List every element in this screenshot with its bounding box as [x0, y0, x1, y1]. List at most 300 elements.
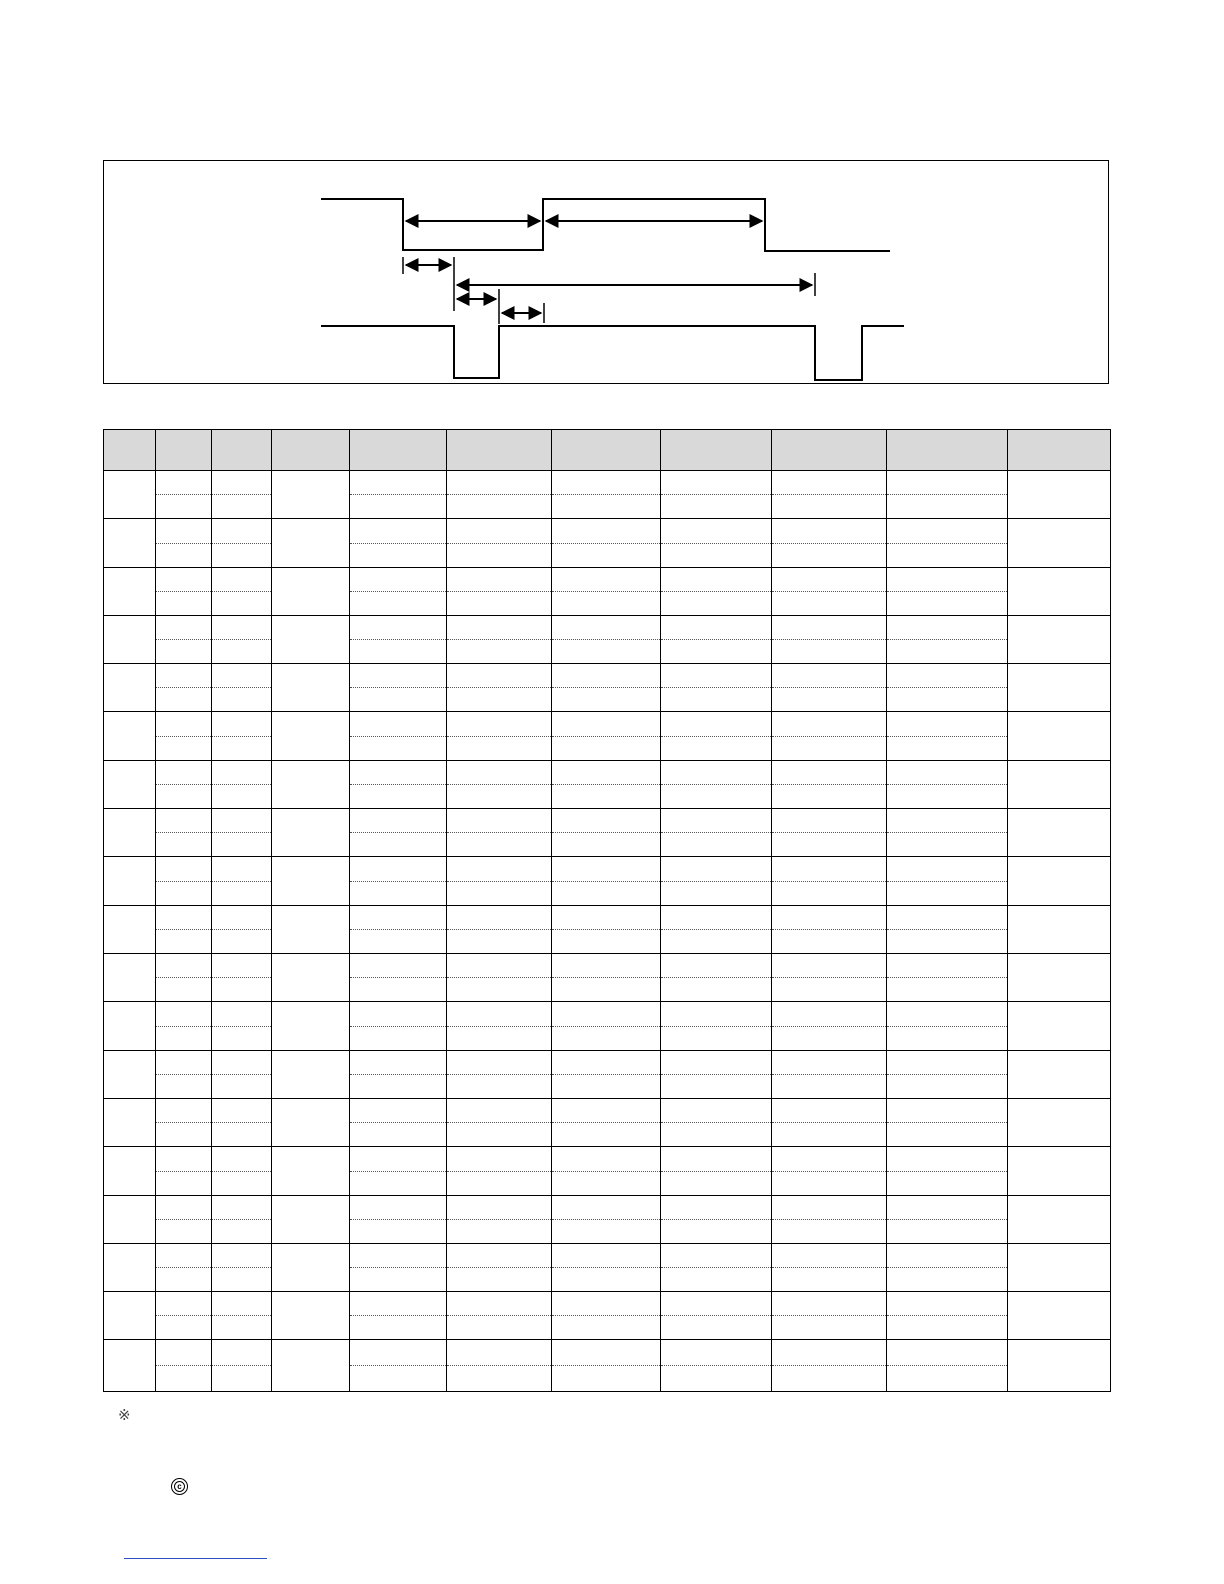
table-cell	[447, 568, 552, 592]
table-cell	[156, 495, 212, 519]
table-cell	[447, 688, 552, 712]
table-cell	[887, 930, 1008, 954]
table-cell	[212, 495, 272, 519]
table-cell	[447, 712, 552, 737]
table-cell	[887, 737, 1008, 761]
table-row	[104, 930, 1111, 954]
table-cell	[447, 1220, 552, 1244]
table-cell	[350, 568, 447, 592]
table-cell	[552, 1172, 661, 1196]
table-cell	[104, 519, 156, 568]
table-cell	[156, 1075, 212, 1099]
table-cell	[156, 833, 212, 857]
table-cell	[350, 1366, 447, 1392]
table-cell	[156, 761, 212, 785]
table-cell	[552, 1002, 661, 1027]
table-cell	[661, 1099, 772, 1123]
header-cell	[350, 430, 447, 471]
table-cell	[447, 737, 552, 761]
table-row	[104, 1340, 1111, 1366]
table-cell	[447, 1340, 552, 1366]
table-cell	[772, 664, 887, 688]
table-cell	[772, 906, 887, 930]
table-cell	[887, 1002, 1008, 1027]
table-cell	[212, 1147, 272, 1172]
table-cell	[156, 1051, 212, 1075]
header-cell	[1008, 430, 1111, 471]
table-cell	[212, 737, 272, 761]
table-cell	[212, 954, 272, 978]
table-cell	[661, 1147, 772, 1172]
table-cell	[772, 1292, 887, 1316]
table-cell	[552, 882, 661, 906]
table-row	[104, 1147, 1111, 1172]
table-row	[104, 544, 1111, 568]
table-cell	[350, 1172, 447, 1196]
table-cell	[272, 664, 350, 712]
table-cell	[104, 1196, 156, 1244]
table-cell	[156, 857, 212, 882]
table-cell	[156, 1099, 212, 1123]
table-cell	[447, 1051, 552, 1075]
table-cell	[350, 857, 447, 882]
table-cell	[552, 906, 661, 930]
table-cell	[552, 930, 661, 954]
footer-link[interactable]	[124, 1558, 267, 1559]
table-cell	[772, 1196, 887, 1220]
table-cell	[772, 761, 887, 785]
table-row	[104, 761, 1111, 785]
table-cell	[447, 1027, 552, 1051]
table-cell	[156, 640, 212, 664]
table-cell	[272, 1147, 350, 1196]
table-row	[104, 1172, 1111, 1196]
table-row	[104, 1316, 1111, 1340]
table-cell	[552, 592, 661, 616]
table-cell	[212, 1027, 272, 1051]
table-cell	[887, 471, 1008, 495]
table-cell	[887, 1196, 1008, 1220]
table-cell	[104, 1244, 156, 1292]
table-row	[104, 954, 1111, 978]
table-cell	[661, 1002, 772, 1027]
table-cell	[887, 978, 1008, 1002]
table-cell	[212, 568, 272, 592]
table-cell	[772, 1099, 887, 1123]
table-cell	[350, 664, 447, 688]
table-cell	[104, 712, 156, 761]
table-cell	[1008, 1147, 1111, 1196]
table-cell	[887, 1220, 1008, 1244]
table-cell	[1008, 761, 1111, 809]
table-cell	[772, 930, 887, 954]
table-cell	[272, 1292, 350, 1340]
table-cell	[350, 1051, 447, 1075]
table-cell	[104, 1051, 156, 1099]
table-cell	[1008, 1002, 1111, 1051]
table-row	[104, 1027, 1111, 1051]
table-cell	[661, 1027, 772, 1051]
table-cell	[447, 954, 552, 978]
table-cell	[887, 1292, 1008, 1316]
table-cell	[447, 495, 552, 519]
table-cell	[156, 1027, 212, 1051]
table-cell	[212, 785, 272, 809]
table-cell	[552, 1366, 661, 1392]
table-row	[104, 1123, 1111, 1147]
table-cell	[447, 833, 552, 857]
table-cell	[350, 737, 447, 761]
table-cell	[104, 809, 156, 857]
table-cell	[552, 1316, 661, 1340]
table-cell	[661, 1075, 772, 1099]
table-cell	[156, 1172, 212, 1196]
table-cell	[772, 1172, 887, 1196]
table-cell	[156, 712, 212, 737]
table-cell	[350, 471, 447, 495]
table-cell	[350, 1268, 447, 1292]
table-cell	[156, 544, 212, 568]
table-row	[104, 568, 1111, 592]
table-cell	[552, 1075, 661, 1099]
table-cell	[350, 712, 447, 737]
table-cell	[661, 1292, 772, 1316]
table-cell	[156, 568, 212, 592]
table-cell	[212, 857, 272, 882]
table-cell	[661, 1220, 772, 1244]
table-cell	[350, 688, 447, 712]
table-header-row	[104, 430, 1111, 471]
table-cell	[772, 640, 887, 664]
table-cell	[772, 688, 887, 712]
table-cell	[661, 592, 772, 616]
table-cell	[212, 1316, 272, 1340]
table-cell	[156, 1366, 212, 1392]
table-cell	[212, 1075, 272, 1099]
table-row	[104, 471, 1111, 495]
table-cell	[772, 1316, 887, 1340]
table-cell	[772, 1268, 887, 1292]
table-cell	[772, 568, 887, 592]
table-cell	[772, 1244, 887, 1268]
table-cell	[156, 1316, 212, 1340]
table-cell	[887, 1027, 1008, 1051]
table-cell	[661, 785, 772, 809]
table-cell	[104, 954, 156, 1002]
table-cell	[661, 640, 772, 664]
table-row	[104, 1268, 1111, 1292]
table-cell	[887, 1268, 1008, 1292]
table-cell	[887, 1051, 1008, 1075]
table-cell	[350, 1099, 447, 1123]
table-cell	[212, 519, 272, 544]
table-cell	[661, 1244, 772, 1268]
table-row	[104, 616, 1111, 640]
table-cell	[272, 471, 350, 519]
table-cell	[272, 1244, 350, 1292]
table-cell	[552, 809, 661, 833]
table-cell	[212, 1268, 272, 1292]
table-cell	[552, 640, 661, 664]
table-cell	[447, 471, 552, 495]
header-cell	[552, 430, 661, 471]
copyright-icon: c	[171, 1478, 188, 1495]
table-cell	[272, 857, 350, 906]
table-cell	[772, 1340, 887, 1366]
table-cell	[212, 544, 272, 568]
table-cell	[887, 1244, 1008, 1268]
table-cell	[661, 544, 772, 568]
table-cell	[887, 809, 1008, 833]
table-cell	[212, 978, 272, 1002]
table-cell	[350, 1244, 447, 1268]
table-cell	[887, 568, 1008, 592]
table-cell	[156, 1220, 212, 1244]
table-cell	[552, 761, 661, 785]
table-cell	[447, 930, 552, 954]
table-cell	[1008, 1292, 1111, 1340]
table-cell	[552, 1123, 661, 1147]
table-cell	[1008, 1340, 1111, 1392]
header-cell	[156, 430, 212, 471]
table-cell	[350, 495, 447, 519]
table-cell	[350, 882, 447, 906]
table-row	[104, 1002, 1111, 1027]
table-cell	[661, 737, 772, 761]
table-cell	[350, 616, 447, 640]
table-cell	[447, 978, 552, 1002]
table-cell	[350, 1220, 447, 1244]
table-cell	[156, 1340, 212, 1366]
table-cell	[552, 471, 661, 495]
table-cell	[156, 978, 212, 1002]
table-cell	[447, 882, 552, 906]
table-row	[104, 785, 1111, 809]
table-cell	[887, 592, 1008, 616]
table-cell	[104, 616, 156, 664]
table-cell	[350, 785, 447, 809]
table-cell	[272, 1002, 350, 1051]
table-cell	[212, 1340, 272, 1366]
table-cell	[552, 664, 661, 688]
table-cell	[1008, 1099, 1111, 1147]
table-cell	[156, 592, 212, 616]
table-cell	[552, 712, 661, 737]
table-cell	[552, 857, 661, 882]
table-cell	[887, 1366, 1008, 1392]
header-cell	[272, 430, 350, 471]
table-cell	[661, 1316, 772, 1340]
table-cell	[447, 592, 552, 616]
table-cell	[1008, 906, 1111, 954]
table-cell	[447, 1123, 552, 1147]
table-cell	[661, 906, 772, 930]
table-cell	[447, 519, 552, 544]
timing-diagram-svg	[104, 161, 1110, 385]
table-cell	[104, 857, 156, 906]
table-cell	[104, 1340, 156, 1392]
table-cell	[350, 1340, 447, 1366]
table-cell	[772, 495, 887, 519]
table-cell	[156, 688, 212, 712]
table-cell	[104, 568, 156, 616]
table-cell	[447, 906, 552, 930]
table-cell	[1008, 664, 1111, 712]
table-cell	[350, 809, 447, 833]
table-cell	[772, 1075, 887, 1099]
table-cell	[272, 568, 350, 616]
table-cell	[156, 519, 212, 544]
table-cell	[447, 1002, 552, 1027]
table-cell	[447, 809, 552, 833]
table-cell	[887, 833, 1008, 857]
table-cell	[1008, 712, 1111, 761]
table-cell	[156, 1002, 212, 1027]
table-cell	[772, 978, 887, 1002]
table-cell	[447, 1366, 552, 1392]
table-cell	[552, 978, 661, 1002]
table-cell	[104, 1002, 156, 1051]
table-cell	[887, 1316, 1008, 1340]
table-cell	[887, 519, 1008, 544]
table-cell	[272, 809, 350, 857]
table-cell	[272, 1099, 350, 1147]
table-row	[104, 519, 1111, 544]
table-cell	[272, 1196, 350, 1244]
table-cell	[661, 712, 772, 737]
table-cell	[661, 495, 772, 519]
table-cell	[212, 906, 272, 930]
reference-mark-icon: ※	[118, 1407, 131, 1424]
table-cell	[272, 616, 350, 664]
table-cell	[661, 688, 772, 712]
table-row	[104, 640, 1111, 664]
table-cell	[350, 1292, 447, 1316]
table-cell	[772, 1147, 887, 1172]
table-cell	[212, 712, 272, 737]
table-cell	[661, 1123, 772, 1147]
table-cell	[887, 906, 1008, 930]
table-cell	[212, 688, 272, 712]
table-row	[104, 1196, 1111, 1220]
table-row	[104, 1366, 1111, 1392]
header-cell	[887, 430, 1008, 471]
table-cell	[887, 544, 1008, 568]
table-cell	[887, 785, 1008, 809]
table-cell	[350, 930, 447, 954]
table-cell	[272, 906, 350, 954]
table-cell	[104, 1292, 156, 1340]
table-cell	[772, 616, 887, 640]
table-cell	[212, 761, 272, 785]
header-cell	[447, 430, 552, 471]
table-cell	[212, 1292, 272, 1316]
table-cell	[772, 1220, 887, 1244]
table-cell	[447, 1292, 552, 1316]
table-cell	[212, 882, 272, 906]
table-cell	[212, 1244, 272, 1268]
table-cell	[661, 1051, 772, 1075]
table-cell	[661, 857, 772, 882]
timing-diagram	[103, 160, 1109, 384]
table-cell	[104, 471, 156, 519]
table-cell	[887, 761, 1008, 785]
table-cell	[552, 1292, 661, 1316]
table-cell	[212, 1172, 272, 1196]
table-cell	[212, 1051, 272, 1075]
table-cell	[887, 1075, 1008, 1099]
table-cell	[212, 664, 272, 688]
table-cell	[887, 1123, 1008, 1147]
table-cell	[887, 1099, 1008, 1123]
table-cell	[156, 906, 212, 930]
table-cell	[156, 471, 212, 495]
table-cell	[552, 1147, 661, 1172]
table-cell	[350, 1316, 447, 1340]
table-cell	[104, 906, 156, 954]
table-row	[104, 1220, 1111, 1244]
table-cell	[447, 1147, 552, 1172]
table-cell	[350, 1196, 447, 1220]
table-cell	[156, 1147, 212, 1172]
table-cell	[552, 833, 661, 857]
table-cell	[552, 1244, 661, 1268]
table-cell	[887, 1172, 1008, 1196]
table-cell	[1008, 1196, 1111, 1244]
table-cell	[1008, 1244, 1111, 1292]
table-cell	[772, 809, 887, 833]
table-cell	[272, 1051, 350, 1099]
timing-table	[103, 429, 1111, 1392]
table-cell	[1008, 519, 1111, 568]
header-cell	[212, 430, 272, 471]
table-cell	[1008, 1051, 1111, 1099]
table-cell	[772, 785, 887, 809]
table-cell	[661, 616, 772, 640]
table-row	[104, 833, 1111, 857]
table-cell	[104, 1099, 156, 1147]
table-cell	[104, 761, 156, 809]
table-cell	[552, 1051, 661, 1075]
table-cell	[212, 616, 272, 640]
table-cell	[661, 809, 772, 833]
table-cell	[156, 1268, 212, 1292]
table-cell	[772, 857, 887, 882]
table-cell	[552, 737, 661, 761]
table-cell	[772, 544, 887, 568]
table-cell	[552, 519, 661, 544]
lower-signal-waveform	[321, 326, 904, 380]
table-cell	[447, 1316, 552, 1340]
table-cell	[350, 833, 447, 857]
table-cell	[661, 471, 772, 495]
table-row	[104, 1292, 1111, 1316]
table-row	[104, 592, 1111, 616]
table-cell	[447, 1268, 552, 1292]
table-cell	[887, 712, 1008, 737]
table-cell	[661, 833, 772, 857]
table-cell	[156, 1196, 212, 1220]
table-cell	[661, 1268, 772, 1292]
header-cell	[661, 430, 772, 471]
table-row	[104, 857, 1111, 882]
table-cell	[104, 664, 156, 712]
table-cell	[552, 954, 661, 978]
table-cell	[212, 640, 272, 664]
table-cell	[156, 809, 212, 833]
table-cell	[447, 1075, 552, 1099]
table-row	[104, 495, 1111, 519]
